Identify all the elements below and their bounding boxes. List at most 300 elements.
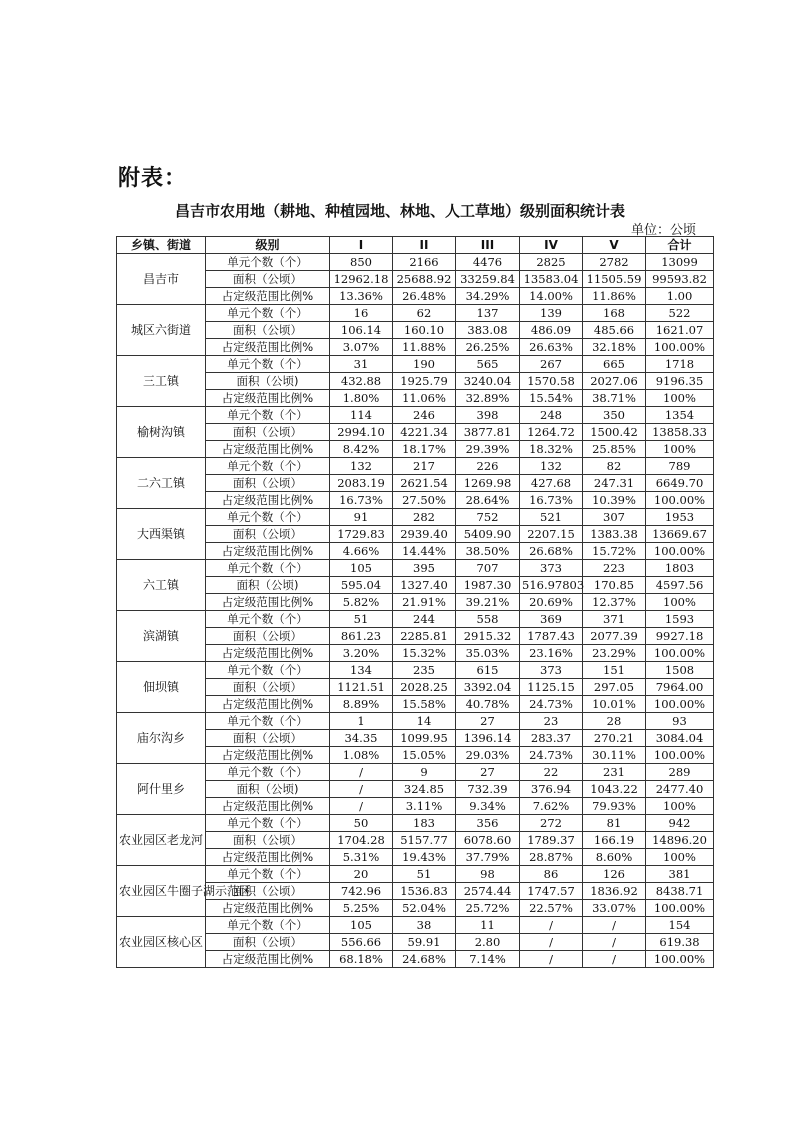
- level-value-cell: 283.37: [520, 730, 583, 747]
- level-value-cell: 565: [456, 356, 520, 373]
- total-value-cell: 100.00%: [646, 696, 714, 713]
- level-value-cell: 235: [393, 662, 456, 679]
- total-value-cell: 522: [646, 305, 714, 322]
- total-value-cell: 100%: [646, 849, 714, 866]
- total-value-cell: 1508: [646, 662, 714, 679]
- level-value-cell: 31: [330, 356, 393, 373]
- level-value-cell: 11505.59: [583, 271, 646, 288]
- level-value-cell: 485.66: [583, 322, 646, 339]
- level-value-cell: 59.91: [393, 934, 456, 951]
- metric-label-cell: 占定级范围比例%: [206, 390, 330, 407]
- level-value-cell: 79.93%: [583, 798, 646, 815]
- level-value-cell: 3.20%: [330, 645, 393, 662]
- table-row: [117, 577, 714, 594]
- level-value-cell: 2285.81: [393, 628, 456, 645]
- town-name-cell: 农业园区核心区: [117, 917, 206, 968]
- header-level-3: III: [456, 237, 520, 254]
- level-value-cell: 105: [330, 917, 393, 934]
- level-value-cell: 170.85: [583, 577, 646, 594]
- level-value-cell: 28.64%: [456, 492, 520, 509]
- metric-label-cell: 占定级范围比例%: [206, 645, 330, 662]
- table-row: [117, 934, 714, 951]
- level-value-cell: 1125.15: [520, 679, 583, 696]
- level-value-cell: 850: [330, 254, 393, 271]
- level-value-cell: 9.34%: [456, 798, 520, 815]
- level-value-cell: 324.85: [393, 781, 456, 798]
- table-row: [117, 475, 714, 492]
- level-value-cell: 15.54%: [520, 390, 583, 407]
- level-value-cell: 12962.18: [330, 271, 393, 288]
- total-value-cell: 1354: [646, 407, 714, 424]
- metric-label-cell: 单元个数（个）: [206, 866, 330, 883]
- town-name-cell: 六工镇: [117, 560, 206, 611]
- table-row: [117, 543, 714, 560]
- metric-label-cell: 面积（公顷）: [206, 679, 330, 696]
- level-value-cell: 1327.40: [393, 577, 456, 594]
- total-value-cell: 1621.07: [646, 322, 714, 339]
- total-value-cell: 2477.40: [646, 781, 714, 798]
- level-value-cell: 15.72%: [583, 543, 646, 560]
- town-name-cell: 农业园区老龙河: [117, 815, 206, 866]
- level-value-cell: 2621.54: [393, 475, 456, 492]
- level-value-cell: 7.62%: [520, 798, 583, 815]
- level-value-cell: 137: [456, 305, 520, 322]
- table-row: [117, 781, 714, 798]
- level-value-cell: 350: [583, 407, 646, 424]
- metric-label-cell: 面积（公顷）: [206, 832, 330, 849]
- level-value-cell: 1789.37: [520, 832, 583, 849]
- level-value-cell: 11.86%: [583, 288, 646, 305]
- table-row: [117, 305, 714, 322]
- total-value-cell: 1803: [646, 560, 714, 577]
- level-value-cell: 25688.92: [393, 271, 456, 288]
- total-value-cell: 13669.67: [646, 526, 714, 543]
- level-value-cell: 40.78%: [456, 696, 520, 713]
- level-value-cell: 247.31: [583, 475, 646, 492]
- level-value-cell: 2207.15: [520, 526, 583, 543]
- level-value-cell: 23.16%: [520, 645, 583, 662]
- table-row: [117, 407, 714, 424]
- table-row: [117, 458, 714, 475]
- metric-label-cell: 占定级范围比例%: [206, 594, 330, 611]
- header-level-4: IV: [520, 237, 583, 254]
- table-row: [117, 322, 714, 339]
- level-value-cell: 51: [330, 611, 393, 628]
- level-value-cell: 132: [330, 458, 393, 475]
- metric-label-cell: 面积（公顷）: [206, 424, 330, 441]
- total-value-cell: 9927.18: [646, 628, 714, 645]
- level-value-cell: 32.18%: [583, 339, 646, 356]
- level-value-cell: 432.88: [330, 373, 393, 390]
- level-value-cell: 2915.32: [456, 628, 520, 645]
- total-value-cell: 14896.20: [646, 832, 714, 849]
- level-value-cell: 1500.42: [583, 424, 646, 441]
- total-value-cell: 100%: [646, 390, 714, 407]
- metric-label-cell: 单元个数（个）: [206, 509, 330, 526]
- town-name-cell: 三工镇: [117, 356, 206, 407]
- metric-label-cell: 面积（公顷): [206, 373, 330, 390]
- level-value-cell: 14: [393, 713, 456, 730]
- level-value-cell: 267: [520, 356, 583, 373]
- level-value-cell: 91: [330, 509, 393, 526]
- table-row: [117, 526, 714, 543]
- level-value-cell: 24.68%: [393, 951, 456, 968]
- table-row: [117, 288, 714, 305]
- level-value-cell: 5.82%: [330, 594, 393, 611]
- level-value-cell: 38.50%: [456, 543, 520, 560]
- level-value-cell: 1987.30: [456, 577, 520, 594]
- level-value-cell: 521: [520, 509, 583, 526]
- table-row: [117, 951, 714, 968]
- level-value-cell: 1.80%: [330, 390, 393, 407]
- total-value-cell: 942: [646, 815, 714, 832]
- level-value-cell: /: [520, 951, 583, 968]
- level-value-cell: 3.07%: [330, 339, 393, 356]
- total-value-cell: 1953: [646, 509, 714, 526]
- area-statistics-table: [116, 236, 714, 968]
- level-value-cell: 132: [520, 458, 583, 475]
- level-value-cell: 1747.57: [520, 883, 583, 900]
- level-value-cell: 27: [456, 713, 520, 730]
- level-value-cell: 226: [456, 458, 520, 475]
- level-value-cell: 37.79%: [456, 849, 520, 866]
- level-value-cell: 1396.14: [456, 730, 520, 747]
- level-value-cell: 25.72%: [456, 900, 520, 917]
- metric-label-cell: 面积（公顷）: [206, 883, 330, 900]
- total-value-cell: 789: [646, 458, 714, 475]
- table-row: [117, 900, 714, 917]
- metric-label-cell: 占定级范围比例%: [206, 492, 330, 509]
- level-value-cell: 38: [393, 917, 456, 934]
- town-name-cell: 滨湖镇: [117, 611, 206, 662]
- level-value-cell: 24.73%: [520, 696, 583, 713]
- level-value-cell: 16: [330, 305, 393, 322]
- level-value-cell: 22.57%: [520, 900, 583, 917]
- total-value-cell: 93: [646, 713, 714, 730]
- level-value-cell: 1269.98: [456, 475, 520, 492]
- level-value-cell: 4221.34: [393, 424, 456, 441]
- level-value-cell: 13.36%: [330, 288, 393, 305]
- level-value-cell: /: [583, 951, 646, 968]
- level-value-cell: 5409.90: [456, 526, 520, 543]
- metric-label-cell: 单元个数（个）: [206, 305, 330, 322]
- level-value-cell: 23: [520, 713, 583, 730]
- level-value-cell: 166.19: [583, 832, 646, 849]
- total-value-cell: 100.00%: [646, 645, 714, 662]
- metric-label-cell: 面积（公顷）: [206, 271, 330, 288]
- total-value-cell: 381: [646, 866, 714, 883]
- header-level-2: II: [393, 237, 456, 254]
- level-value-cell: 16.73%: [520, 492, 583, 509]
- total-value-cell: 289: [646, 764, 714, 781]
- level-value-cell: 371: [583, 611, 646, 628]
- town-name-cell: 庙尔沟乡: [117, 713, 206, 764]
- metric-label-cell: 占定级范围比例%: [206, 747, 330, 764]
- level-value-cell: 217: [393, 458, 456, 475]
- table-row: [117, 611, 714, 628]
- table-row: [117, 815, 714, 832]
- level-value-cell: 2077.39: [583, 628, 646, 645]
- town-name-cell: 昌吉市: [117, 254, 206, 305]
- total-value-cell: 100%: [646, 798, 714, 815]
- level-value-cell: 4.66%: [330, 543, 393, 560]
- level-value-cell: 86: [520, 866, 583, 883]
- metric-label-cell: 单元个数（个）: [206, 560, 330, 577]
- town-name-cell: 大西渠镇: [117, 509, 206, 560]
- level-value-cell: 11.06%: [393, 390, 456, 407]
- level-value-cell: 20: [330, 866, 393, 883]
- level-value-cell: 8.89%: [330, 696, 393, 713]
- level-value-cell: 595.04: [330, 577, 393, 594]
- metric-label-cell: 面积（公顷）: [206, 475, 330, 492]
- level-value-cell: 27.50%: [393, 492, 456, 509]
- table-row: [117, 594, 714, 611]
- level-value-cell: 1536.83: [393, 883, 456, 900]
- level-value-cell: 231: [583, 764, 646, 781]
- header-total: 合计: [646, 237, 714, 254]
- metric-label-cell: 占定级范围比例%: [206, 696, 330, 713]
- level-value-cell: 1836.92: [583, 883, 646, 900]
- total-value-cell: 1718: [646, 356, 714, 373]
- level-value-cell: 3877.81: [456, 424, 520, 441]
- level-value-cell: 223: [583, 560, 646, 577]
- metric-label-cell: 单元个数（个）: [206, 662, 330, 679]
- table-row: [117, 713, 714, 730]
- table-row: [117, 832, 714, 849]
- level-value-cell: 34.29%: [456, 288, 520, 305]
- metric-label-cell: 面积（公顷）: [206, 934, 330, 951]
- level-value-cell: 1570.58: [520, 373, 583, 390]
- town-name-cell: 佃坝镇: [117, 662, 206, 713]
- total-value-cell: 154: [646, 917, 714, 934]
- table-row: [117, 492, 714, 509]
- level-value-cell: 3240.04: [456, 373, 520, 390]
- table-row: [117, 254, 714, 271]
- table-row: [117, 373, 714, 390]
- total-value-cell: 99593.82: [646, 271, 714, 288]
- level-value-cell: /: [330, 781, 393, 798]
- table-row: [117, 730, 714, 747]
- level-value-cell: 5.31%: [330, 849, 393, 866]
- total-value-cell: 100.00%: [646, 492, 714, 509]
- total-value-cell: 100%: [646, 441, 714, 458]
- level-value-cell: 160.10: [393, 322, 456, 339]
- level-value-cell: 2166: [393, 254, 456, 271]
- level-value-cell: /: [520, 917, 583, 934]
- level-value-cell: 395: [393, 560, 456, 577]
- level-value-cell: 12.37%: [583, 594, 646, 611]
- metric-label-cell: 占定级范围比例%: [206, 951, 330, 968]
- level-value-cell: 26.48%: [393, 288, 456, 305]
- table-row: [117, 424, 714, 441]
- metric-label-cell: 面积（公顷）: [206, 628, 330, 645]
- level-value-cell: 28.87%: [520, 849, 583, 866]
- table-row: [117, 696, 714, 713]
- level-value-cell: 1383.38: [583, 526, 646, 543]
- level-value-cell: 16.73%: [330, 492, 393, 509]
- header-row: [117, 237, 714, 254]
- metric-label-cell: 占定级范围比例%: [206, 441, 330, 458]
- level-value-cell: 68.18%: [330, 951, 393, 968]
- level-value-cell: 139: [520, 305, 583, 322]
- metric-label-cell: 面积（公顷）: [206, 526, 330, 543]
- level-value-cell: 752: [456, 509, 520, 526]
- level-value-cell: 2825: [520, 254, 583, 271]
- total-value-cell: 3084.04: [646, 730, 714, 747]
- level-value-cell: 248: [520, 407, 583, 424]
- level-value-cell: 2.80: [456, 934, 520, 951]
- table-row: [117, 441, 714, 458]
- total-value-cell: 100.00%: [646, 900, 714, 917]
- level-value-cell: 1043.22: [583, 781, 646, 798]
- level-value-cell: 3.11%: [393, 798, 456, 815]
- level-value-cell: 51: [393, 866, 456, 883]
- level-value-cell: 62: [393, 305, 456, 322]
- level-value-cell: 373: [520, 560, 583, 577]
- level-value-cell: 282: [393, 509, 456, 526]
- level-value-cell: 18.32%: [520, 441, 583, 458]
- level-value-cell: 1787.43: [520, 628, 583, 645]
- level-value-cell: 23.29%: [583, 645, 646, 662]
- header-level-5: V: [583, 237, 646, 254]
- level-value-cell: 6078.60: [456, 832, 520, 849]
- level-value-cell: 14.00%: [520, 288, 583, 305]
- level-value-cell: 50: [330, 815, 393, 832]
- metric-label-cell: 占定级范围比例%: [206, 798, 330, 815]
- header-town: 乡镇、街道: [117, 237, 206, 254]
- level-value-cell: 126: [583, 866, 646, 883]
- level-value-cell: 558: [456, 611, 520, 628]
- level-value-cell: /: [330, 764, 393, 781]
- table-row: [117, 509, 714, 526]
- level-value-cell: 861.23: [330, 628, 393, 645]
- metric-label-cell: 占定级范围比例%: [206, 543, 330, 560]
- level-value-cell: 5.25%: [330, 900, 393, 917]
- level-value-cell: 134: [330, 662, 393, 679]
- level-value-cell: 18.17%: [393, 441, 456, 458]
- metric-label-cell: 占定级范围比例%: [206, 339, 330, 356]
- table-row: [117, 271, 714, 288]
- metric-label-cell: 占定级范围比例%: [206, 849, 330, 866]
- table-row: [117, 645, 714, 662]
- table-row: [117, 560, 714, 577]
- level-value-cell: 29.03%: [456, 747, 520, 764]
- level-value-cell: 81: [583, 815, 646, 832]
- table-row: [117, 356, 714, 373]
- level-value-cell: 39.21%: [456, 594, 520, 611]
- level-value-cell: 11.88%: [393, 339, 456, 356]
- metric-label-cell: 面积（公顷): [206, 781, 330, 798]
- level-value-cell: 15.32%: [393, 645, 456, 662]
- metric-label-cell: 单元个数（个）: [206, 815, 330, 832]
- total-value-cell: 100.00%: [646, 951, 714, 968]
- town-name-cell: 榆树沟镇: [117, 407, 206, 458]
- header-grade: 级别: [206, 237, 330, 254]
- level-value-cell: /: [583, 917, 646, 934]
- level-value-cell: 98: [456, 866, 520, 883]
- level-value-cell: 190: [393, 356, 456, 373]
- level-value-cell: 8.60%: [583, 849, 646, 866]
- level-value-cell: 38.71%: [583, 390, 646, 407]
- level-value-cell: 24.73%: [520, 747, 583, 764]
- level-value-cell: 26.63%: [520, 339, 583, 356]
- level-value-cell: 26.25%: [456, 339, 520, 356]
- level-value-cell: 398: [456, 407, 520, 424]
- table-row: [117, 628, 714, 645]
- level-value-cell: 10.01%: [583, 696, 646, 713]
- level-value-cell: /: [330, 798, 393, 815]
- total-value-cell: 100.00%: [646, 339, 714, 356]
- level-value-cell: 376.94: [520, 781, 583, 798]
- level-value-cell: 21.91%: [393, 594, 456, 611]
- metric-label-cell: 占定级范围比例%: [206, 900, 330, 917]
- level-value-cell: 13583.04: [520, 271, 583, 288]
- town-name-cell: 农业园区牛圈子湖示范区: [117, 866, 206, 917]
- level-value-cell: 11: [456, 917, 520, 934]
- level-value-cell: 1264.72: [520, 424, 583, 441]
- header-level-1: I: [330, 237, 393, 254]
- level-value-cell: 82: [583, 458, 646, 475]
- level-value-cell: 151: [583, 662, 646, 679]
- table-row: [117, 866, 714, 883]
- level-value-cell: 105: [330, 560, 393, 577]
- metric-label-cell: 面积（公顷）: [206, 322, 330, 339]
- level-value-cell: 5157.77: [393, 832, 456, 849]
- table-row: [117, 747, 714, 764]
- metric-label-cell: 单元个数（个）: [206, 254, 330, 271]
- town-name-cell: 阿什里乡: [117, 764, 206, 815]
- level-value-cell: 2939.40: [393, 526, 456, 543]
- metric-label-cell: 单元个数（个）: [206, 764, 330, 781]
- level-value-cell: 35.03%: [456, 645, 520, 662]
- level-value-cell: 32.89%: [456, 390, 520, 407]
- level-value-cell: 34.35: [330, 730, 393, 747]
- level-value-cell: 33259.84: [456, 271, 520, 288]
- level-value-cell: 15.05%: [393, 747, 456, 764]
- appendix-label: 附表：: [118, 166, 188, 191]
- level-value-cell: 373: [520, 662, 583, 679]
- level-value-cell: 244: [393, 611, 456, 628]
- level-value-cell: 707: [456, 560, 520, 577]
- level-value-cell: 29.39%: [456, 441, 520, 458]
- metric-label-cell: 单元个数（个）: [206, 407, 330, 424]
- level-value-cell: 2027.06: [583, 373, 646, 390]
- level-value-cell: 272: [520, 815, 583, 832]
- table-title: 昌吉市农用地（耕地、种植园地、林地、人工草地）级别面积统计表: [175, 202, 626, 220]
- level-value-cell: 52.04%: [393, 900, 456, 917]
- level-value-cell: 2994.10: [330, 424, 393, 441]
- table-row: [117, 849, 714, 866]
- level-value-cell: 427.68: [520, 475, 583, 492]
- metric-label-cell: 单元个数（个）: [206, 356, 330, 373]
- level-value-cell: 1: [330, 713, 393, 730]
- level-value-cell: 168: [583, 305, 646, 322]
- level-value-cell: 4476: [456, 254, 520, 271]
- level-value-cell: 8.42%: [330, 441, 393, 458]
- level-value-cell: 14.44%: [393, 543, 456, 560]
- level-value-cell: 7.14%: [456, 951, 520, 968]
- metric-label-cell: 面积（公顷）: [206, 730, 330, 747]
- level-value-cell: 27: [456, 764, 520, 781]
- level-value-cell: 356: [456, 815, 520, 832]
- level-value-cell: 1729.83: [330, 526, 393, 543]
- level-value-cell: 732.39: [456, 781, 520, 798]
- level-value-cell: 1704.28: [330, 832, 393, 849]
- table-row: [117, 679, 714, 696]
- total-value-cell: 6649.70: [646, 475, 714, 492]
- metric-label-cell: 单元个数（个）: [206, 713, 330, 730]
- level-value-cell: 3392.04: [456, 679, 520, 696]
